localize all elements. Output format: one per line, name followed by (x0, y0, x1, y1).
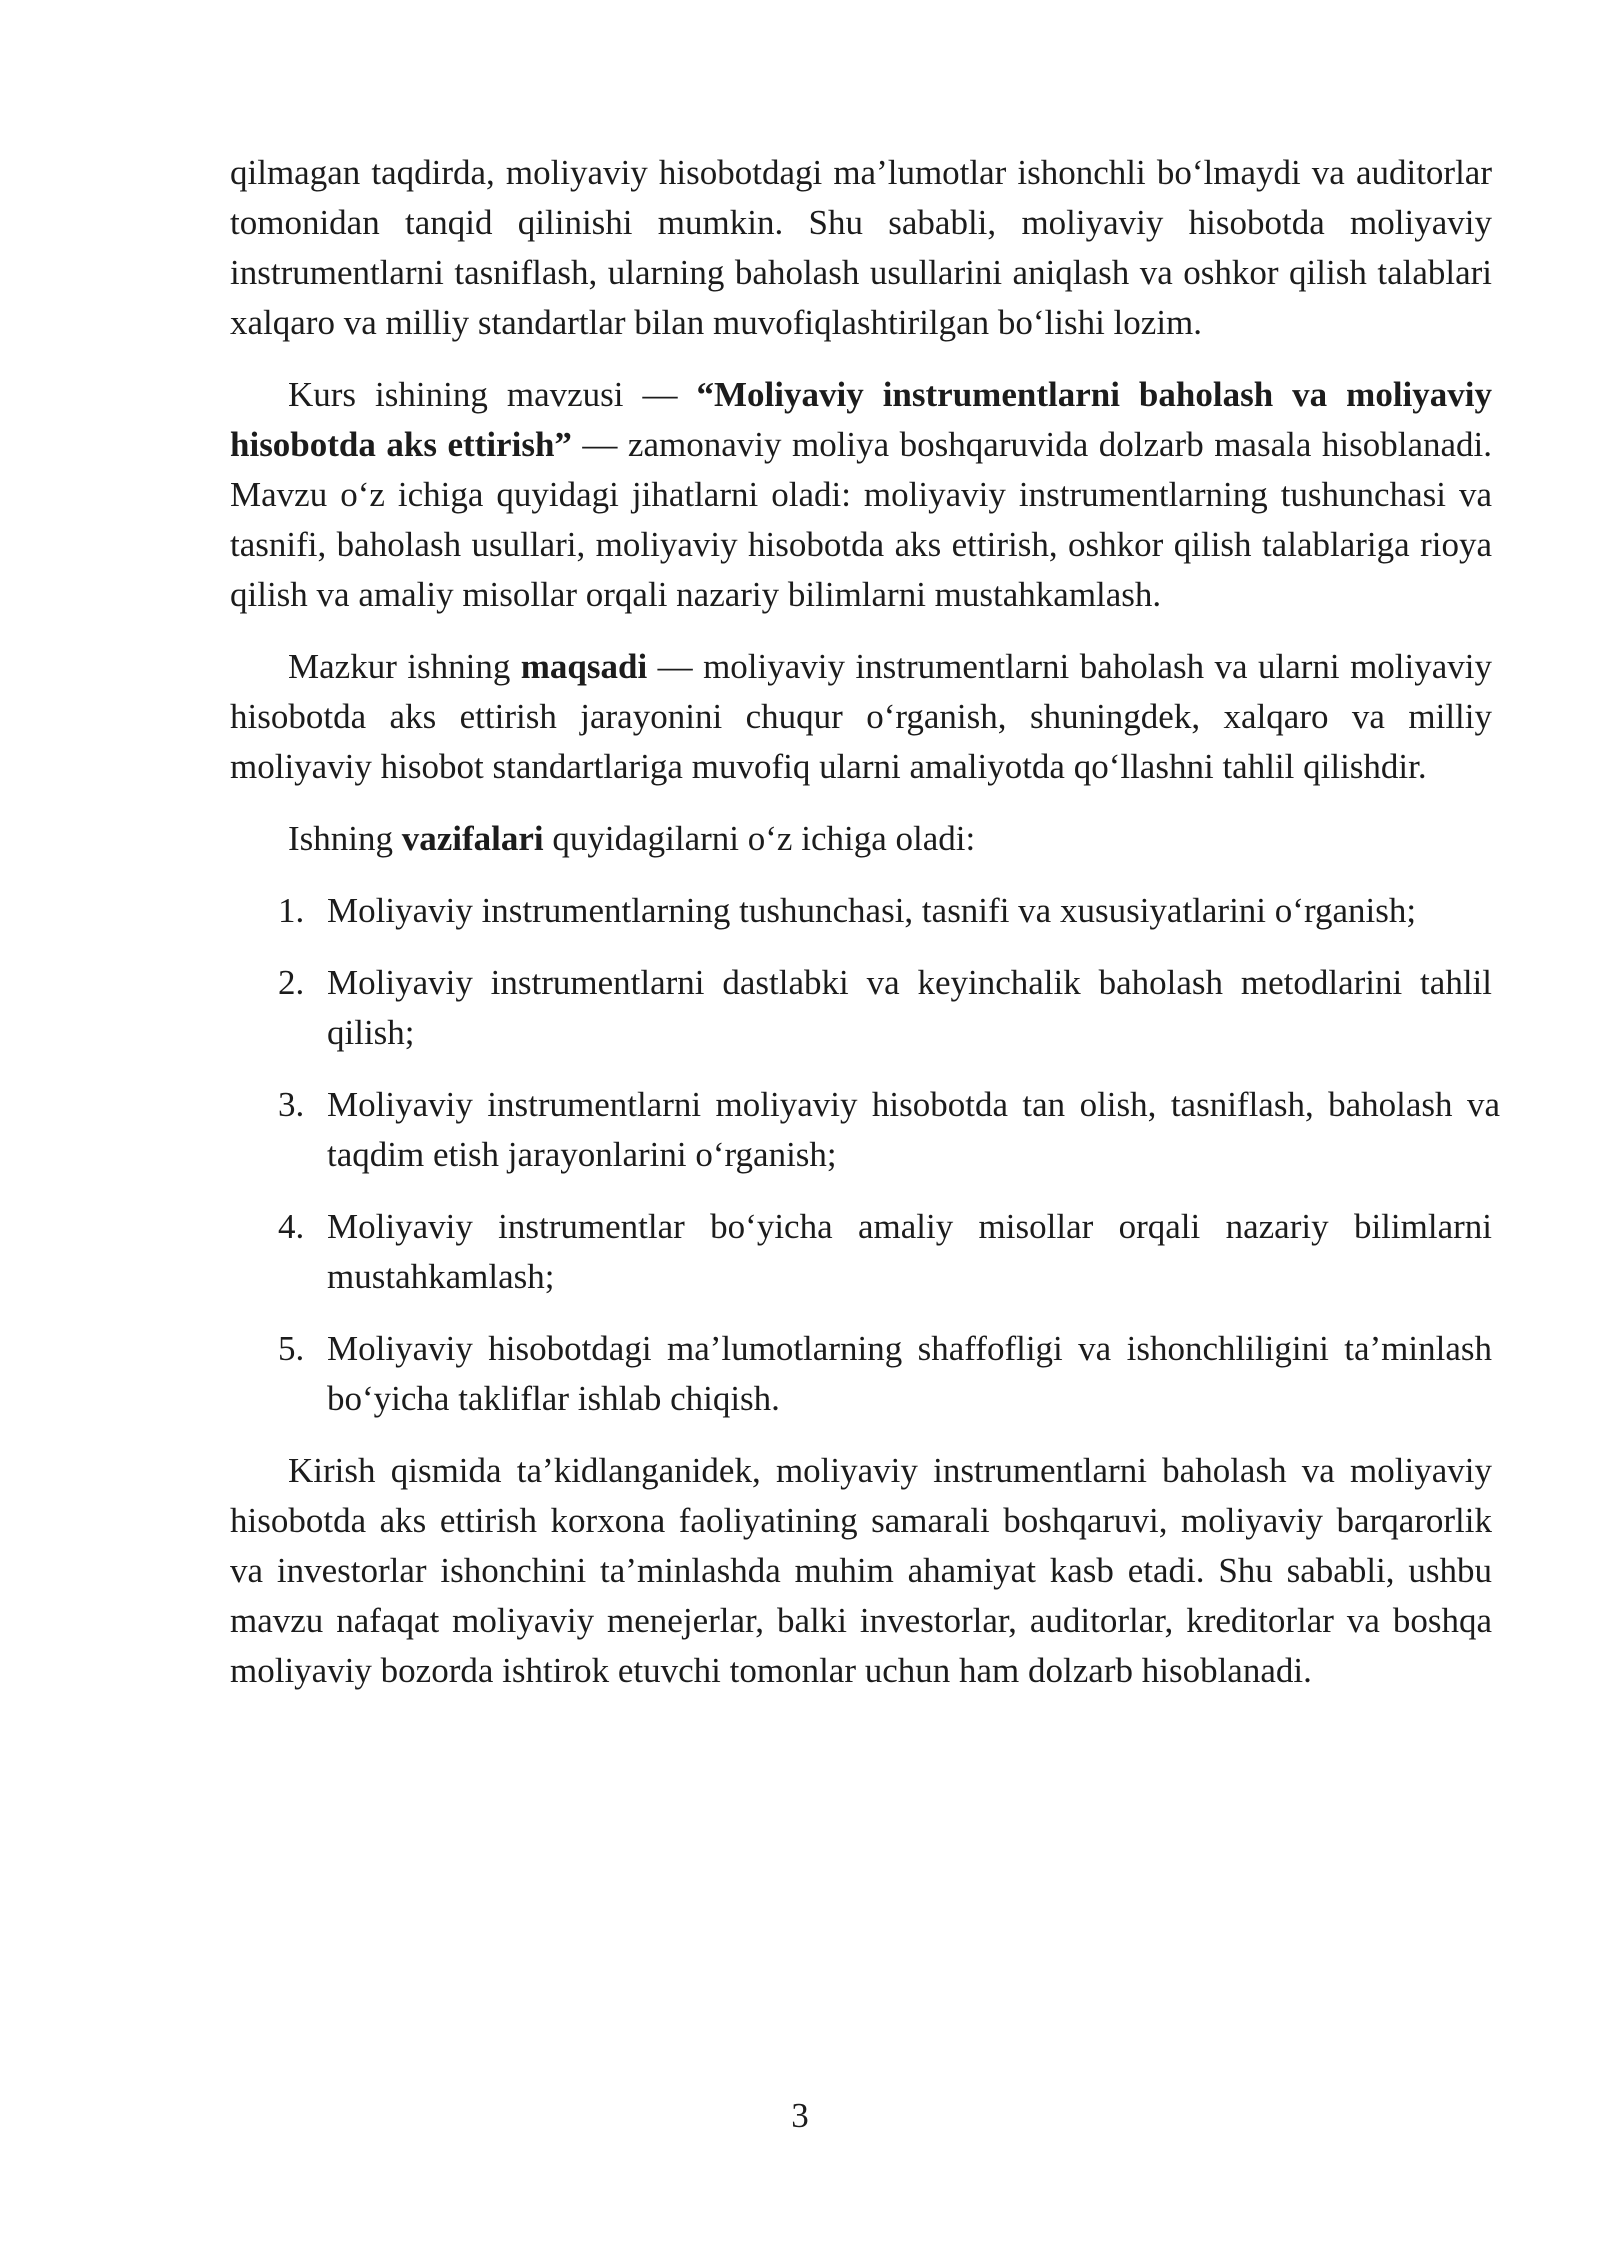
page-number: 3 (791, 2096, 809, 2135)
list-item (230, 1324, 1492, 1424)
topic-suffix: — zamonaviy moliya boshqaruvida dolzarb masala hisoblanadi. Mavzu o‘z ichiga quyidagi jihatlarni oladi: moliyaviy instrumentlarning tushunchasi va tasnifi, baholash usullari, moliyaviy hisobotda aks ettirish, oshkor qilish talablariga rioya qilish va amaliy misollar orqali nazariy bilimlarni mustahkamlash. (230, 425, 1492, 614)
paragraph-conclusion: Kirish qismida ta’kidlanganidek, moliyaviy instrumentlarni baholash va moliyaviy hisobotda aks ettirish korxona faoliyatining samarali boshqaruvi, moliyaviy barqarorlik va investorlar ishonchini ta’minlashda muhim ahamiyat kasb etadi. Shu sababli, ushbu mavzu nafaqat moliyaviy menejerlar, balki investorlar, auditorlar, kreditorlar va boshqa moliyaviy bozorda ishtirok etuvchi tomonlar uchun ham dolzarb hisoblanadi. (230, 1451, 1492, 1690)
list-item-number: 3. (278, 1085, 305, 1124)
topic-title: “Moliyaviy instrumentlarni baholash va moliyaviy hisobotda aks ettirish” (230, 375, 1493, 464)
list-item (230, 886, 1492, 936)
list-item-text: Moliyaviy instrumentlarni moliyaviy hisobotda tan olish, tasniflash, baholash va taqdim etish jarayonlarini o‘rganish; (327, 1085, 1500, 1174)
list-item (230, 1202, 1492, 1302)
list-item (230, 1080, 1500, 1180)
list-item-text: Moliyaviy instrumentlarni dastlabki va keyinchalik baholash metodlarini tahlil qilish; (327, 963, 1492, 1052)
topic-prefix: Kurs ishining mavzusi — (288, 375, 697, 414)
paragraph-topic (230, 370, 1492, 620)
list-item (230, 958, 1492, 1058)
list-item-number: 4. (278, 1207, 305, 1246)
tasks-intro-suffix: quyidagilarni o‘z ichiga oladi: (543, 819, 976, 858)
tasks-keyword: vazifalari (401, 819, 544, 858)
goal-prefix: Mazkur ishning (288, 647, 521, 686)
paragraph-tasks-intro (230, 814, 1492, 864)
list-item-text: Moliyaviy hisobotdagi ma’lumotlarning shaffofligi va ishonchliligini ta’minlash bo‘yicha takliflar ishlab chiqish. (327, 1329, 1492, 1418)
list-item-number: 2. (278, 963, 305, 1002)
list-item-number: 1. (278, 891, 305, 930)
goal-suffix: — moliyaviy instrumentlarni baholash va ularni moliyaviy hisobotda aks ettirish jarayonini chuqur o‘rganish, shuningdek, xalqaro va milliy moliyaviy hisobot standartlariga muvofiq ularni amaliyotda qo‘llashni tahlil qilishdir. (230, 647, 1493, 786)
list-item-number: 5. (278, 1329, 305, 1368)
tasks-intro-prefix: Ishning (288, 819, 402, 858)
paragraph-goal (230, 642, 1492, 792)
document-page (230, 148, 1500, 1718)
list-item-text: Moliyaviy instrumentlar bo‘yicha amaliy misollar orqali nazariy bilimlarni mustahkamlash; (327, 1207, 1492, 1296)
list-item-text: Moliyaviy instrumentlarning tushunchasi, tasnifi va xususiyatlarini o‘rganish; (327, 891, 1417, 930)
paragraph-intro-continuation: qilmagan taqdirda, moliyaviy hisobotdagi ma’lumotlar ishonchli bo‘lmaydi va auditorlar tomonidan tanqid qilinishi mumkin. Shu sababli, moliyaviy hisobotda moliyaviy instrumentlarni tasniflash, ularning baholash usullarini aniqlash va oshkor qilish talablari xalqaro va milliy standartlar bilan muvofiqlashtirilgan bo‘lishi lozim. (230, 153, 1492, 342)
tasks-list (230, 886, 1500, 1424)
goal-keyword: maqsadi (520, 647, 648, 686)
